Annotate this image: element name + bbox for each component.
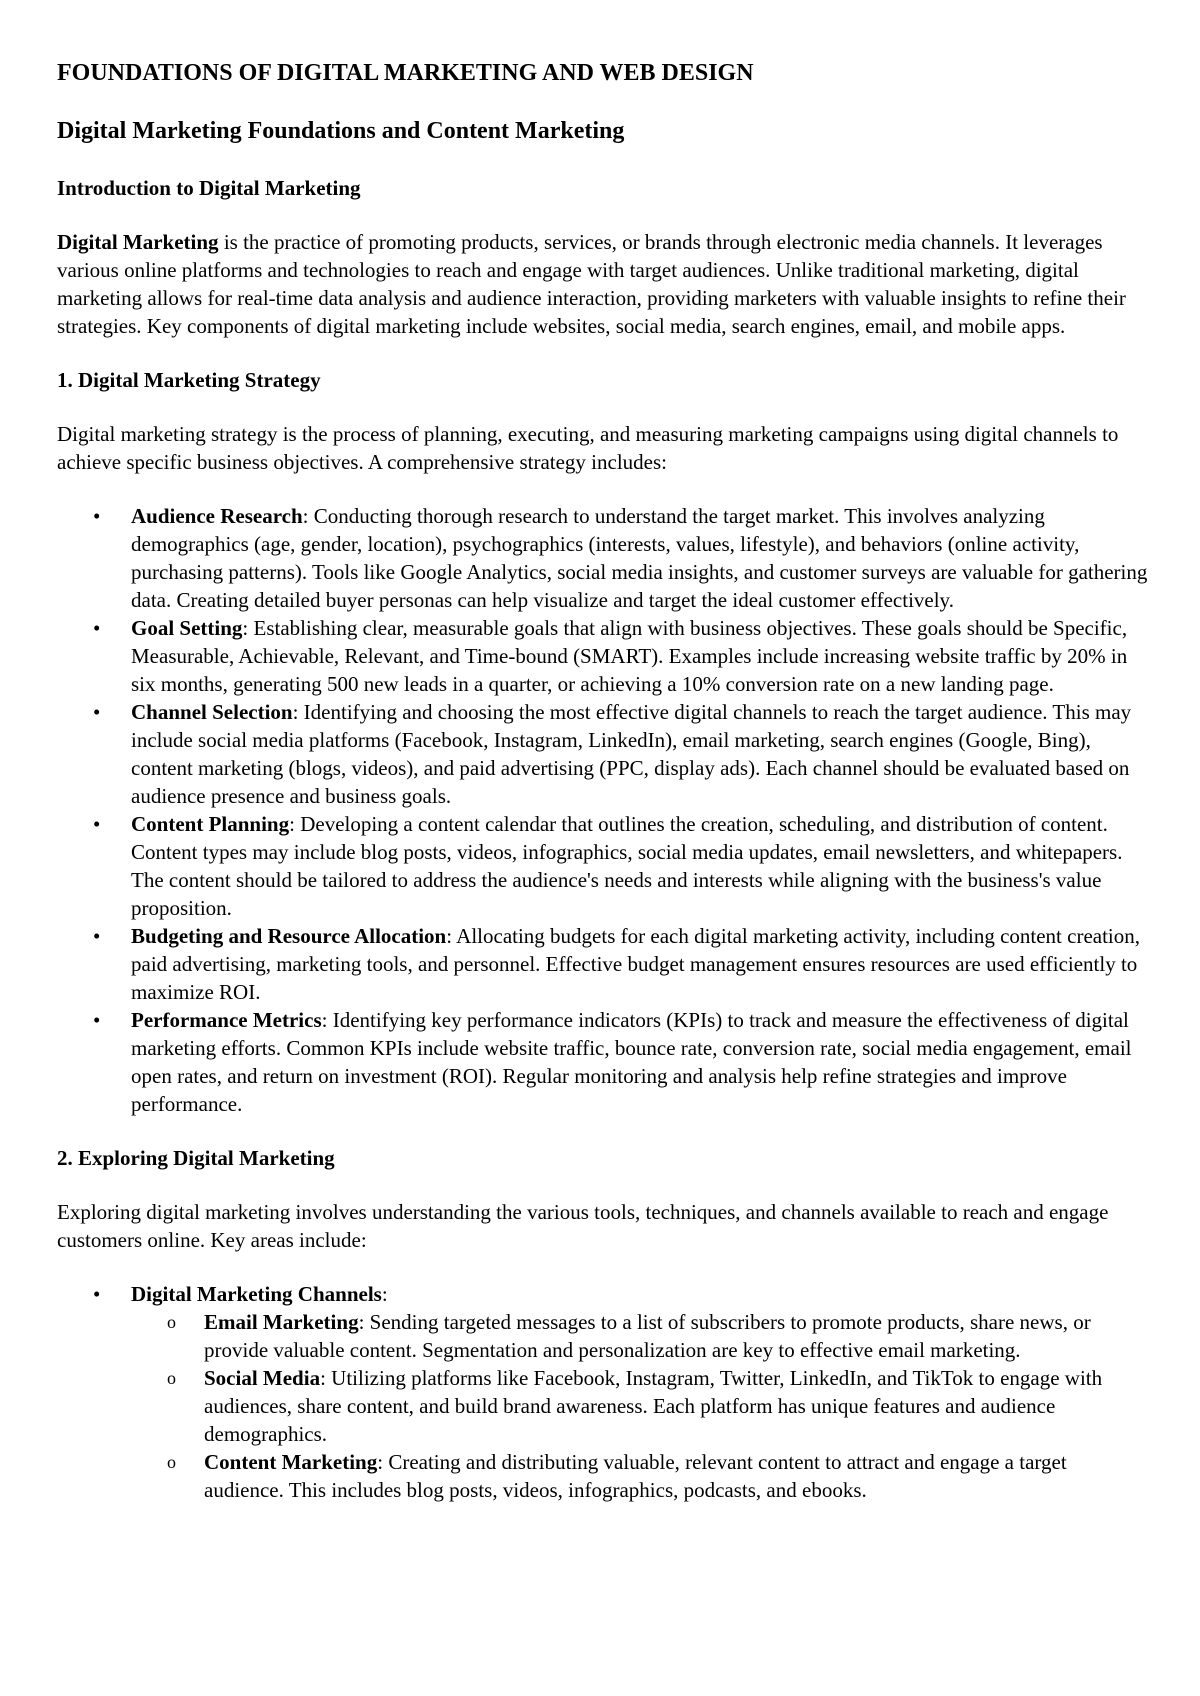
subitem-term: Email Marketing (204, 1310, 359, 1334)
list-item (57, 1006, 1150, 1118)
bullet-marker: • (93, 700, 101, 724)
item-text: : Identifying key performance indicators (KPIs) to track and measure the effectiveness of digital marketing efforts. Common KPIs include website traffic, bounce rate, conversion rate, social media engagement, email open rates, and return on investment (ROI). Regular monitoring and analysis help refine strategies and improve performance. (131, 1008, 1132, 1116)
channels-sublist (131, 1308, 1150, 1504)
sublist-item (131, 1308, 1150, 1364)
item-text: : Establishing clear, measurable goals that align with business objectives. These goals should be Specific, Measurable, Achievable, Relevant, and Time-bound (SMART). Examples include increasing website traffic by 20% in six months, generating 500 new leads in a quarter, or achieving a 10% conversion rate on a new landing page. (131, 616, 1128, 696)
item-term: Audience Research (131, 504, 303, 528)
intro-lead-term: Digital Marketing (57, 230, 219, 254)
bullet-marker: • (93, 1282, 101, 1306)
subitem-text: : Utilizing platforms like Facebook, Instagram, Twitter, LinkedIn, and TikTok to engage with audiences, share content, and build brand awareness. Each platform has unique features and audience demographics. (204, 1366, 1103, 1446)
item-term: Channel Selection (131, 700, 293, 724)
item-text: : (381, 1282, 388, 1306)
section2-heading: 2. Exploring Digital Marketing (57, 1146, 335, 1170)
item-text: : Allocating budgets for each digital marketing activity, including content creation, paid advertising, marketing tools, and personnel. Effective budget management ensures resources are used efficiently to maximize ROI. (131, 924, 1141, 1004)
document-title: FOUNDATIONS OF DIGITAL MARKETING AND WEB DESIGN (57, 60, 754, 86)
sublist-item (131, 1448, 1150, 1504)
list-item (57, 698, 1150, 810)
bullet-marker: • (93, 504, 101, 528)
item-text: : Developing a content calendar that outlines the creation, scheduling, and distribution of content. Content types may include blog posts, videos, infographics, social media updates, email newsletters, and whitepapers. The content should be tailored to address the audience's needs and interests while aligning with the business's value proposition. (131, 812, 1123, 920)
section2-paragraph: Exploring digital marketing involves understanding the various tools, techniques, and channels available to reach and engage customers online. Key areas include: (57, 1200, 1109, 1252)
list-item (57, 810, 1150, 922)
item-term: Budgeting and Resource Allocation (131, 924, 447, 948)
intro-text: is the practice of promoting products, services, or brands through electronic media channels. It leverages various online platforms and technologies to reach and engage with target audiences. Unlike traditional marketing, digital marketing allows for real-time data analysis and audience interaction, providing marketers with valuable insights to refine their strategies. Key components of digital marketing include websites, social media, search engines, email, and mobile apps. (57, 230, 1126, 338)
intro-heading: Introduction to Digital Marketing (57, 176, 361, 200)
list-item (57, 1280, 1150, 1504)
section2-list (57, 1280, 1150, 1504)
item-text: : Conducting thorough research to understand the target market. This involves analyzing demographics (age, gender, location), psychographics (interests, values, lifestyle), and behaviors (online activity, purchasing patterns). Tools like Google Analytics, social media insights, and customer surveys are valuable for gathering data. Creating detailed buyer personas can help visualize and target the ideal customer effectively. (131, 504, 1148, 612)
subitem-term: Social Media (204, 1366, 321, 1390)
section1-list (57, 502, 1150, 1118)
subitem-term: Content Marketing (204, 1450, 378, 1474)
item-term: Goal Setting (131, 616, 243, 640)
list-item (57, 502, 1150, 614)
bullet-marker: • (93, 924, 101, 948)
list-item (57, 614, 1150, 698)
list-item (57, 922, 1150, 1006)
bullet-marker: • (93, 1008, 101, 1032)
item-term: Content Planning (131, 812, 290, 836)
section1-heading: 1. Digital Marketing Strategy (57, 368, 321, 392)
sub-bullet-marker: o (167, 1452, 176, 1472)
subitem-text: : Sending targeted messages to a list of subscribers to promote products, share news, or provide valuable content. Segmentation and personalization are key to effective email marketing. (204, 1310, 1091, 1362)
intro-paragraph (57, 228, 1150, 340)
document-subtitle: Digital Marketing Foundations and Content Marketing (57, 118, 625, 144)
sublist-item (131, 1364, 1150, 1448)
item-text: : Identifying and choosing the most effective digital channels to reach the target audience. This may include social media platforms (Facebook, Instagram, LinkedIn), email marketing, search engines (Google, Bing), content marketing (blogs, videos), and paid advertising (PPC, display ads). Each channel should be evaluated based on audience presence and business goals. (131, 700, 1132, 808)
item-term: Digital Marketing Channels (131, 1282, 382, 1306)
item-term: Performance Metrics (131, 1008, 322, 1032)
section1-paragraph: Digital marketing strategy is the process of planning, executing, and measuring marketing campaigns using digital channels to achieve specific business objectives. A comprehensive strategy includes: (57, 422, 1119, 474)
bullet-marker: • (93, 616, 101, 640)
bullet-marker: • (93, 812, 101, 836)
subitem-text: : Creating and distributing valuable, relevant content to attract and engage a target audience. This includes blog posts, videos, infographics, podcasts, and ebooks. (204, 1450, 1067, 1502)
sub-bullet-marker: o (167, 1368, 176, 1388)
sub-bullet-marker: o (167, 1312, 176, 1332)
